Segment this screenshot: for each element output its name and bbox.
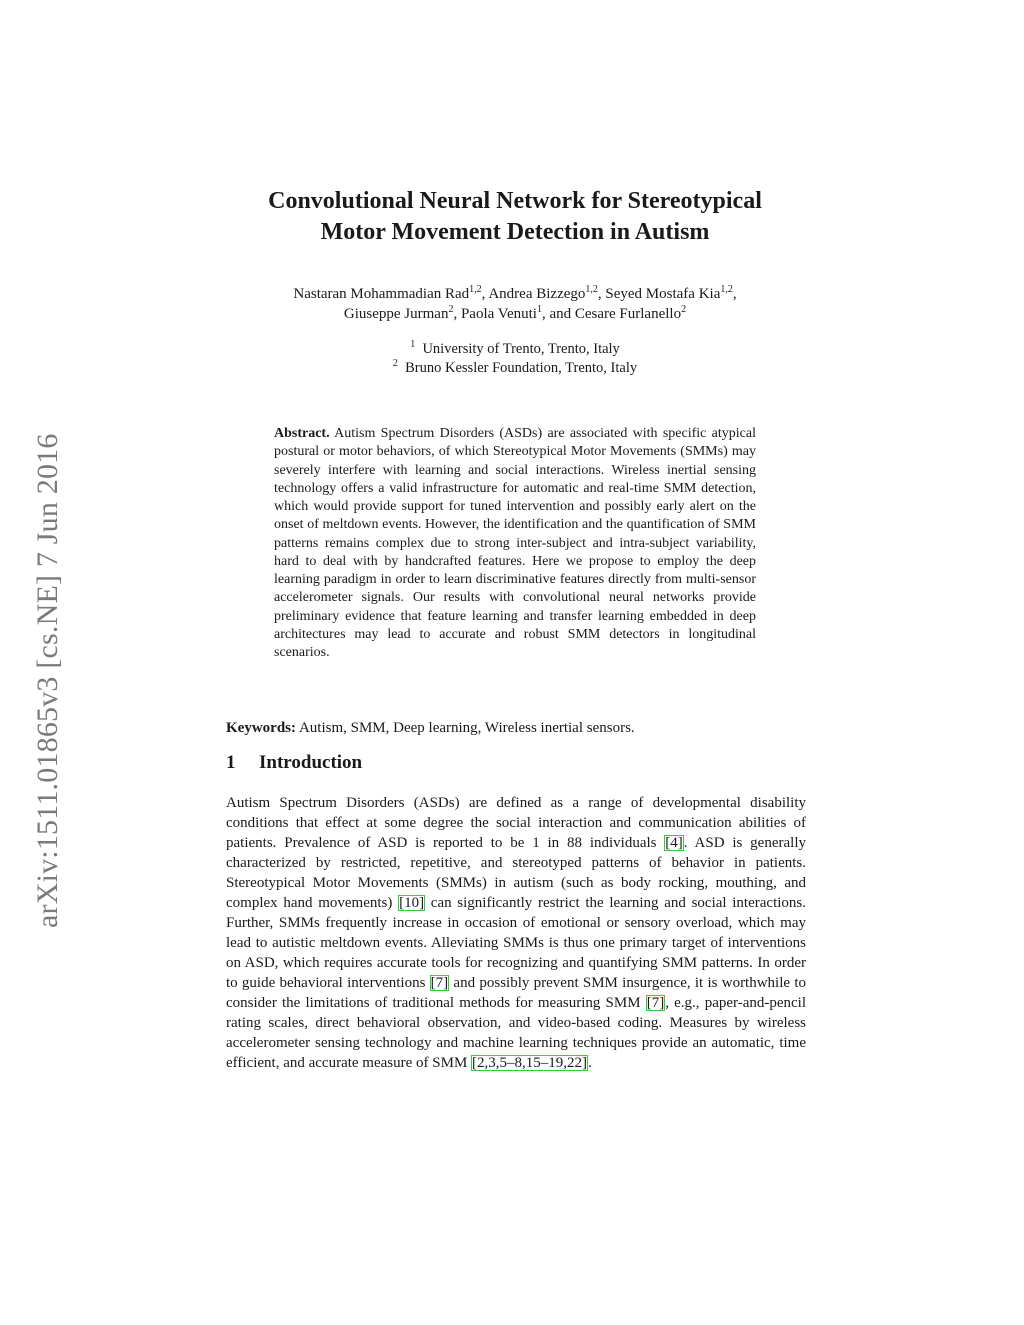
title-line-2: Motor Movement Detection in Autism (320, 219, 710, 245)
arxiv-identifier-stamp: arXiv:1511.01865v3 [cs.NE] 7 Jun 2016 (31, 433, 64, 928)
author-separator: , (597, 286, 606, 302)
abstract-text: Autism Spectrum Disorders (ASDs) are associated with specific atypical postural or motor behaviors, of which Stereotypical Motor Movements (SMMs) may severely interfere with learning and social interactions. Wireless inertial sensing technology offers a valid infrastructure for automatic and real-time SMM detection, which would provide support for tuned intervention and possibly early alert on the onset of meltdown events. However, the identification and the quantification of SMM patterns remains complex due to strong inter-subject and intra-subject variability, hard to deal with by handcrafted features. Here we propose to employ the deep learning paradigm in order to learn discriminative features directly from multi-sensor accelerometer signals. Our results with convolutional neural networks provide preliminary evidence that feature learning and transfer learning embedded in deep architectures may lead to accurate and robust SMM detectors in longitudinal scenarios. (274, 426, 756, 660)
section-number: 1 (226, 752, 236, 773)
author-name: Andrea Bizzego (488, 286, 586, 302)
author-affiliation-mark: 1,2 (585, 284, 598, 295)
author-affiliation-mark: 1,2 (469, 284, 482, 295)
author-affiliation-mark: 1,2 (720, 284, 733, 295)
affiliation-text: Bruno Kessler Foundation, Trento, Italy (405, 360, 638, 376)
author-name: Paola Venuti (460, 306, 537, 322)
intro-text: and possibly prevent SMM insurgence, it is worthwhile to consider the limitations of traditional methods for measuring SMM (226, 975, 806, 1011)
author-separator: , and (541, 306, 575, 322)
intro-text: Autism Spectrum Disorders (ASDs) are defined as a range of developmental disability conditions that effect at some degree the social interaction and communication abilities of patients. Prevalence of ASD is reported to be 1 in 88 individuals (226, 795, 806, 851)
introduction-paragraph (226, 793, 806, 1073)
author-line-2 (200, 304, 830, 324)
author-separator: , (732, 286, 737, 302)
affiliation-mark: 2 (392, 358, 398, 369)
author-name: Giuseppe Jurman (343, 306, 449, 322)
paper-title (200, 186, 830, 248)
author-line-1 (200, 284, 830, 304)
citation-link[interactable]: [7] (430, 975, 449, 991)
author-name: Cesare Furlanello (574, 306, 682, 322)
intro-text: can significantly restrict the learning and social interactions. Further, SMMs frequently increase in occasion of emotional or sensory overload, which may lead to autistic meltdown events. Alleviating SMMs is thus one primary target of interventions on ASD, which requires accurate tools for recognizing and quantifying SMM patterns. In order to guide behavioral interventions (226, 895, 806, 991)
affiliation-item (200, 359, 830, 378)
author-separator: , (453, 306, 461, 322)
citation-link[interactable]: [4] (665, 835, 683, 851)
citation-link[interactable]: [2,3,5–8,15–19,22] (472, 1055, 588, 1071)
section-title: Introduction (259, 752, 363, 773)
affiliation-list (200, 340, 830, 378)
keywords (226, 718, 806, 738)
author-separator: , (481, 286, 489, 302)
section-heading-introduction (226, 750, 806, 776)
intro-text: , e.g., paper-and-pencil rating scales, direct behavioral observation, and video-based coding. Measures by wireless accelerometer sensing technology and machine learning techniques provide an automatic, time efficient, and accurate measure of SMM (226, 995, 807, 1071)
intro-text: . ASD is generally characterized by restricted, repetitive, and stereotyped patterns of behavior in patients. Stereotypical Motor Movements (SMMs) in autism (such as body rocking, mouthing, and complex hand movements) (226, 835, 806, 911)
author-name: Seyed Mostafa Kia (605, 286, 721, 302)
abstract-label: Abstract. (274, 426, 330, 441)
author-affiliation-mark: 2 (681, 304, 687, 315)
keywords-label: Keywords: (226, 720, 296, 736)
affiliation-item (200, 340, 830, 359)
author-name: Nastaran Mohammadian Rad (293, 286, 470, 302)
keywords-text: Autism, SMM, Deep learning, Wireless inertial sensors. (298, 720, 635, 736)
author-affiliation-mark: 1 (536, 304, 542, 315)
citation-link[interactable]: [10] (399, 895, 425, 911)
author-list (200, 284, 830, 324)
title-line-1: Convolutional Neural Network for Stereotypical (268, 188, 762, 214)
affiliation-mark: 1 (410, 339, 416, 350)
author-affiliation-mark: 2 (448, 304, 454, 315)
affiliation-text: University of Trento, Trento, Italy (422, 341, 620, 357)
intro-text: . (588, 1055, 592, 1071)
citation-link[interactable]: [7] (646, 995, 665, 1011)
abstract (274, 425, 756, 662)
